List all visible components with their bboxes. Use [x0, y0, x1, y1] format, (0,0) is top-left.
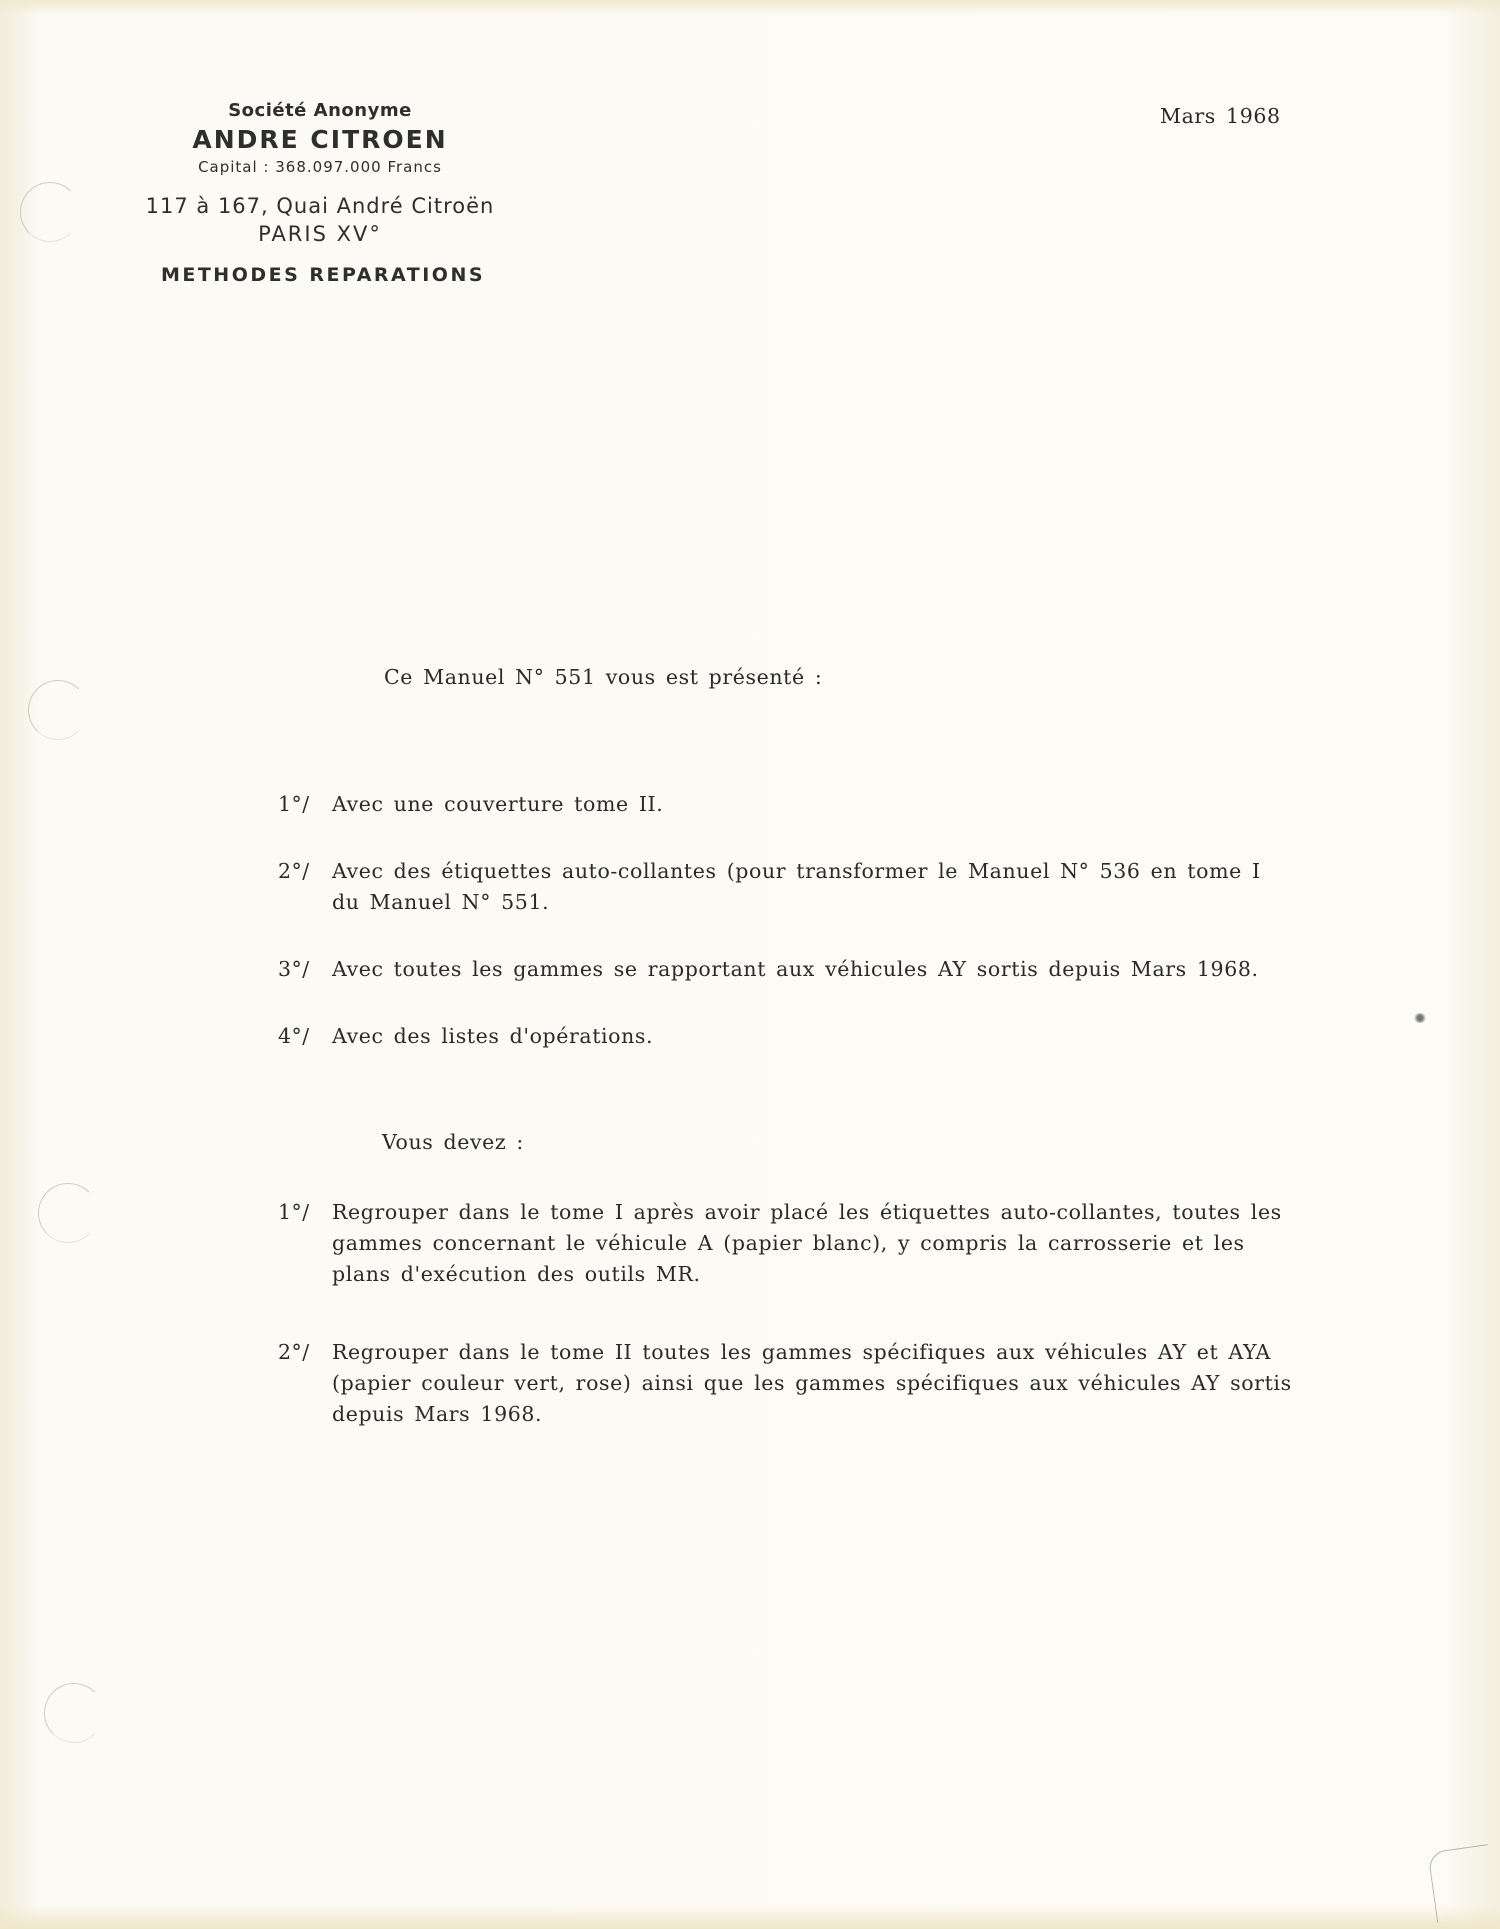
- list-item-text: Avec des étiquettes auto-collantes (pour transformer le Manuel N° 536 en tome I du Manuel N° 551.: [332, 859, 1261, 914]
- list-item-number: 1°/: [278, 792, 310, 816]
- letterhead: [140, 98, 500, 288]
- list-item-text: Avec une couverture tome II.: [332, 792, 664, 816]
- list-item-number: 1°/: [278, 1200, 310, 1224]
- company-address: 117 à 167, Quai André Citroën: [145, 194, 495, 218]
- list-item: [278, 954, 1298, 985]
- paper-edge-bottom: [0, 1905, 1500, 1929]
- list-item: [278, 789, 1298, 820]
- list-item-text: Avec des listes d'opérations.: [332, 1024, 654, 1048]
- presented-items-list: [278, 789, 1298, 1052]
- list-item-text: Regrouper dans le tome I après avoir placé les étiquettes auto-collantes, toutes les gammes concernant le véhicule A (papier blanc), y compris la carrosserie et les plans d'exécution des outils MR.: [332, 1200, 1282, 1286]
- list-item: [278, 856, 1298, 918]
- paper-edge-top: [0, 0, 1500, 14]
- punch-hole-mark: [20, 182, 80, 242]
- list-item: [278, 1337, 1298, 1430]
- document-date: Mars 1968: [1160, 104, 1281, 128]
- list-item-number: 2°/: [278, 1340, 310, 1364]
- intro-line: Ce Manuel N° 551 vous est présenté :: [384, 665, 823, 689]
- list-item-number: 4°/: [278, 1024, 310, 1048]
- company-name: ANDRE CITROEN: [192, 125, 448, 154]
- company-city: PARIS XV°: [258, 222, 382, 246]
- instruction-items-list: [278, 1197, 1298, 1430]
- corner-fold-mark: [1427, 1844, 1497, 1923]
- punch-hole-mark: [28, 680, 88, 740]
- company-legal-form: Société Anonyme: [228, 100, 412, 121]
- instructions-lead: Vous devez :: [382, 1130, 524, 1154]
- company-capital: Capital : 368.097.000 Francs: [198, 158, 442, 176]
- list-item-number: 2°/: [278, 859, 310, 883]
- department-name: METHODES REPARATIONS: [160, 264, 486, 286]
- list-item-number: 3°/: [278, 957, 310, 981]
- list-item-text: Avec toutes les gammes se rapportant aux véhicules AY sortis depuis Mars 1968.: [332, 957, 1259, 981]
- punch-hole-mark: [44, 1683, 104, 1743]
- list-item: [278, 1197, 1298, 1290]
- list-item-text: Regrouper dans le tome II toutes les gammes spécifiques aux véhicules AY et AYA (papier couleur vert, rose) ainsi que les gammes spécifiques aux véhicules AY sortis depuis Mars 1968.: [332, 1340, 1292, 1426]
- list-item: [278, 1021, 1298, 1052]
- ink-speck: [1413, 1013, 1427, 1023]
- punch-hole-mark: [38, 1183, 98, 1243]
